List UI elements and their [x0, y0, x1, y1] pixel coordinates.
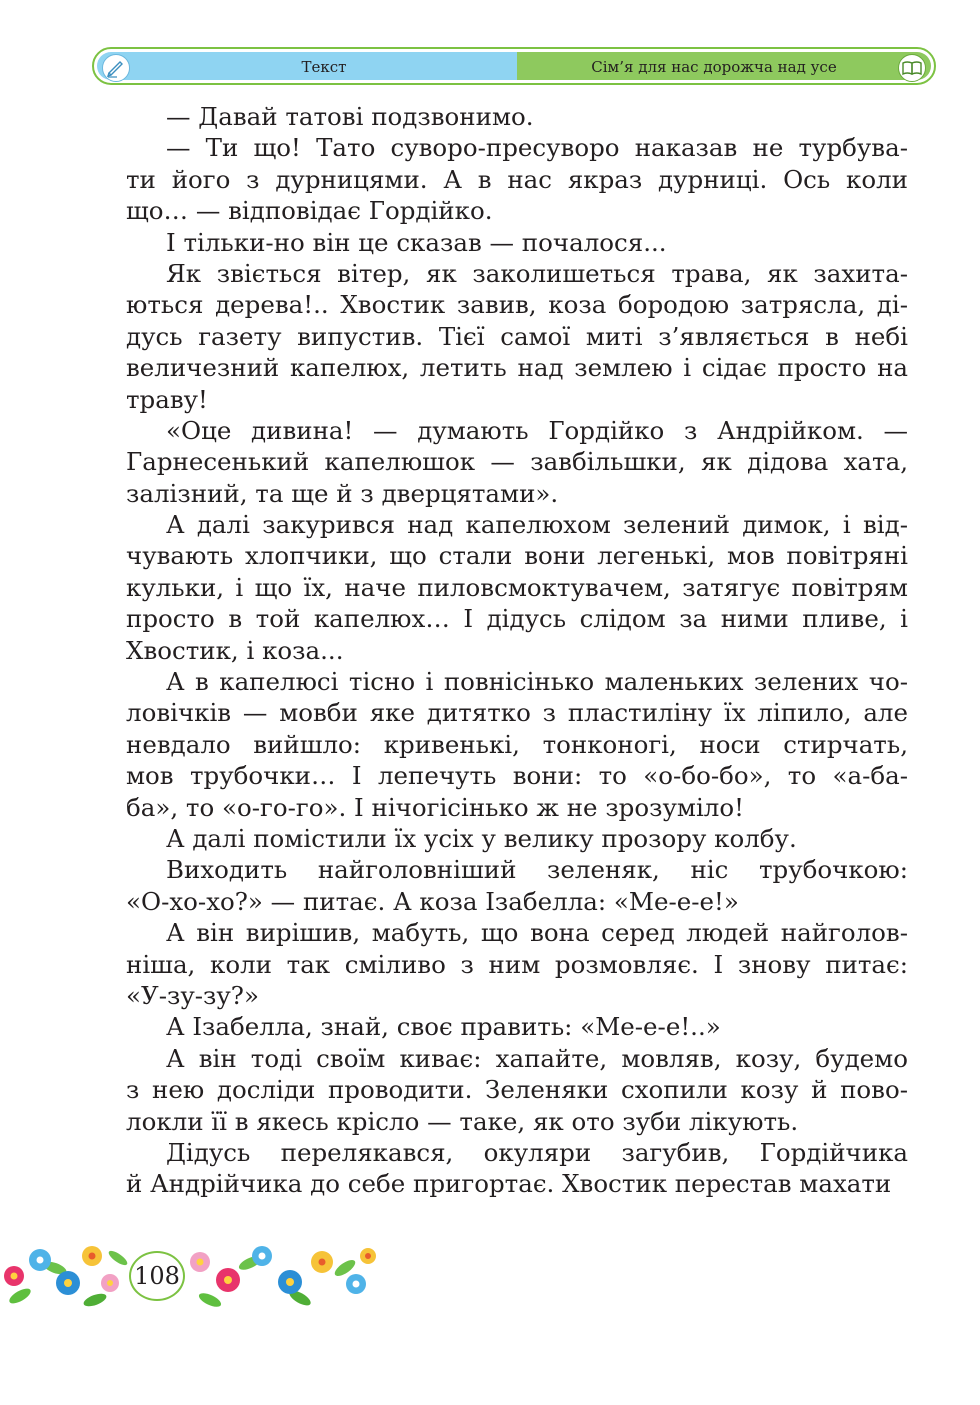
flower-garland-icon: [0, 1238, 380, 1320]
book-icon: [898, 54, 926, 82]
text-line: ніша, коли так сміливо з ним розмовляє. І знову питає:: [126, 949, 908, 979]
text-line: траву!: [126, 384, 208, 414]
text-line: Як звіється вітер, як заколишеться трава, як захита-: [166, 258, 908, 288]
text-line: ба», то «о-го-го». І нічогісінько ж не зрозуміло!: [126, 792, 744, 822]
section-label: Текст: [301, 58, 347, 76]
text-line: мов трубочки… І лепечуть вони: то «о-бо-бо», то «а-ба-: [126, 761, 908, 791]
pen-icon: [102, 54, 130, 82]
text-line: І тільки-но він це сказав — почалося...: [166, 227, 667, 257]
text-line: «У-зу-зу?»: [126, 980, 259, 1010]
text-line: просто в той капелюх… І дідусь слідом за ними пливе, і: [126, 604, 908, 634]
text-line: — Ти що! Тато суворо-пресуворо наказав не турбува-: [166, 133, 908, 163]
text-line: А Ізабелла, знай, своє править: «Ме-е-е!..»: [166, 1012, 721, 1042]
text-line: А він вирішив, мабуть, що вона серед людей найголов-: [166, 918, 908, 948]
text-line: «Оце дивина! — думають Гордійко з Андрійком. —: [166, 415, 908, 445]
text-line: ти його з дурницями. А в нас якраз дурниці. Ось коли: [126, 164, 908, 194]
text-line: невдало вийшло: кривенькі, тонконогі, носи стирчать,: [126, 729, 908, 759]
text-line: Хвостик, і коза...: [126, 635, 344, 665]
page-header: [92, 47, 936, 85]
text-line: залізний, та ще й з дверцятами».: [126, 478, 559, 508]
text-line: Гарнесенький капелюшок — завбільшки, як дідова хата,: [126, 447, 908, 477]
text-line: — Давай татові подзвонимо.: [166, 102, 534, 131]
text-line: А далі закурився над капелюхом зелений димок, і від-: [166, 510, 908, 540]
text-line: величезний капелюх, летить над землею і сідає просто на: [126, 353, 908, 383]
text-line: чувають хлопчики, що стали вони легенькі, мов повітряні: [126, 541, 908, 571]
text-line: «О-хо-хо?» — питає. А коза Ізабелла: «Ме-е-е!»: [126, 886, 739, 916]
text-line: ловічків — мовби яке дитятко з пластиліну їх ліпило, але: [126, 698, 908, 728]
text-line: Виходить найголовніший зеленяк, ніс трубочкою:: [166, 855, 908, 885]
chapter-title: Сім’я для нас дорожча над усе: [591, 58, 837, 76]
text-line: ються дерева!.. Хвостик завив, коза бородою затрясла, ді-: [126, 290, 908, 320]
text-line: кульки, і що їх, наче пиловсмоктувачем, затягує повітрям: [126, 572, 908, 602]
page-number: 108: [129, 1251, 185, 1301]
text-line: локли її в якесь крісло — таке, як ото зуби лікують.: [126, 1106, 799, 1136]
text-line: й Андрійчика до себе пригортає. Хвостик перестав махати: [126, 1169, 892, 1199]
text-line: з нею досліди проводити. Зеленяки схопили козу й пово-: [126, 1075, 908, 1105]
text-line: Дідусь перелякався, окуляри загубив, Гордійчика: [166, 1137, 908, 1167]
text-line: А далі помістили їх усіх у велику прозору колбу.: [166, 823, 797, 853]
text-line: що… — відповідає Гордійко.: [126, 196, 493, 226]
text-line: А він тоді своїм киває: хапайте, мовляв, козу, будемо: [166, 1043, 908, 1073]
story-text: [126, 101, 908, 1200]
text-line: А в капелюсі тісно і повнісінько маленьких зелених чо-: [166, 667, 908, 697]
text-line: дусь газету випустив. Тієї самої миті з’являється в небі: [126, 321, 908, 351]
